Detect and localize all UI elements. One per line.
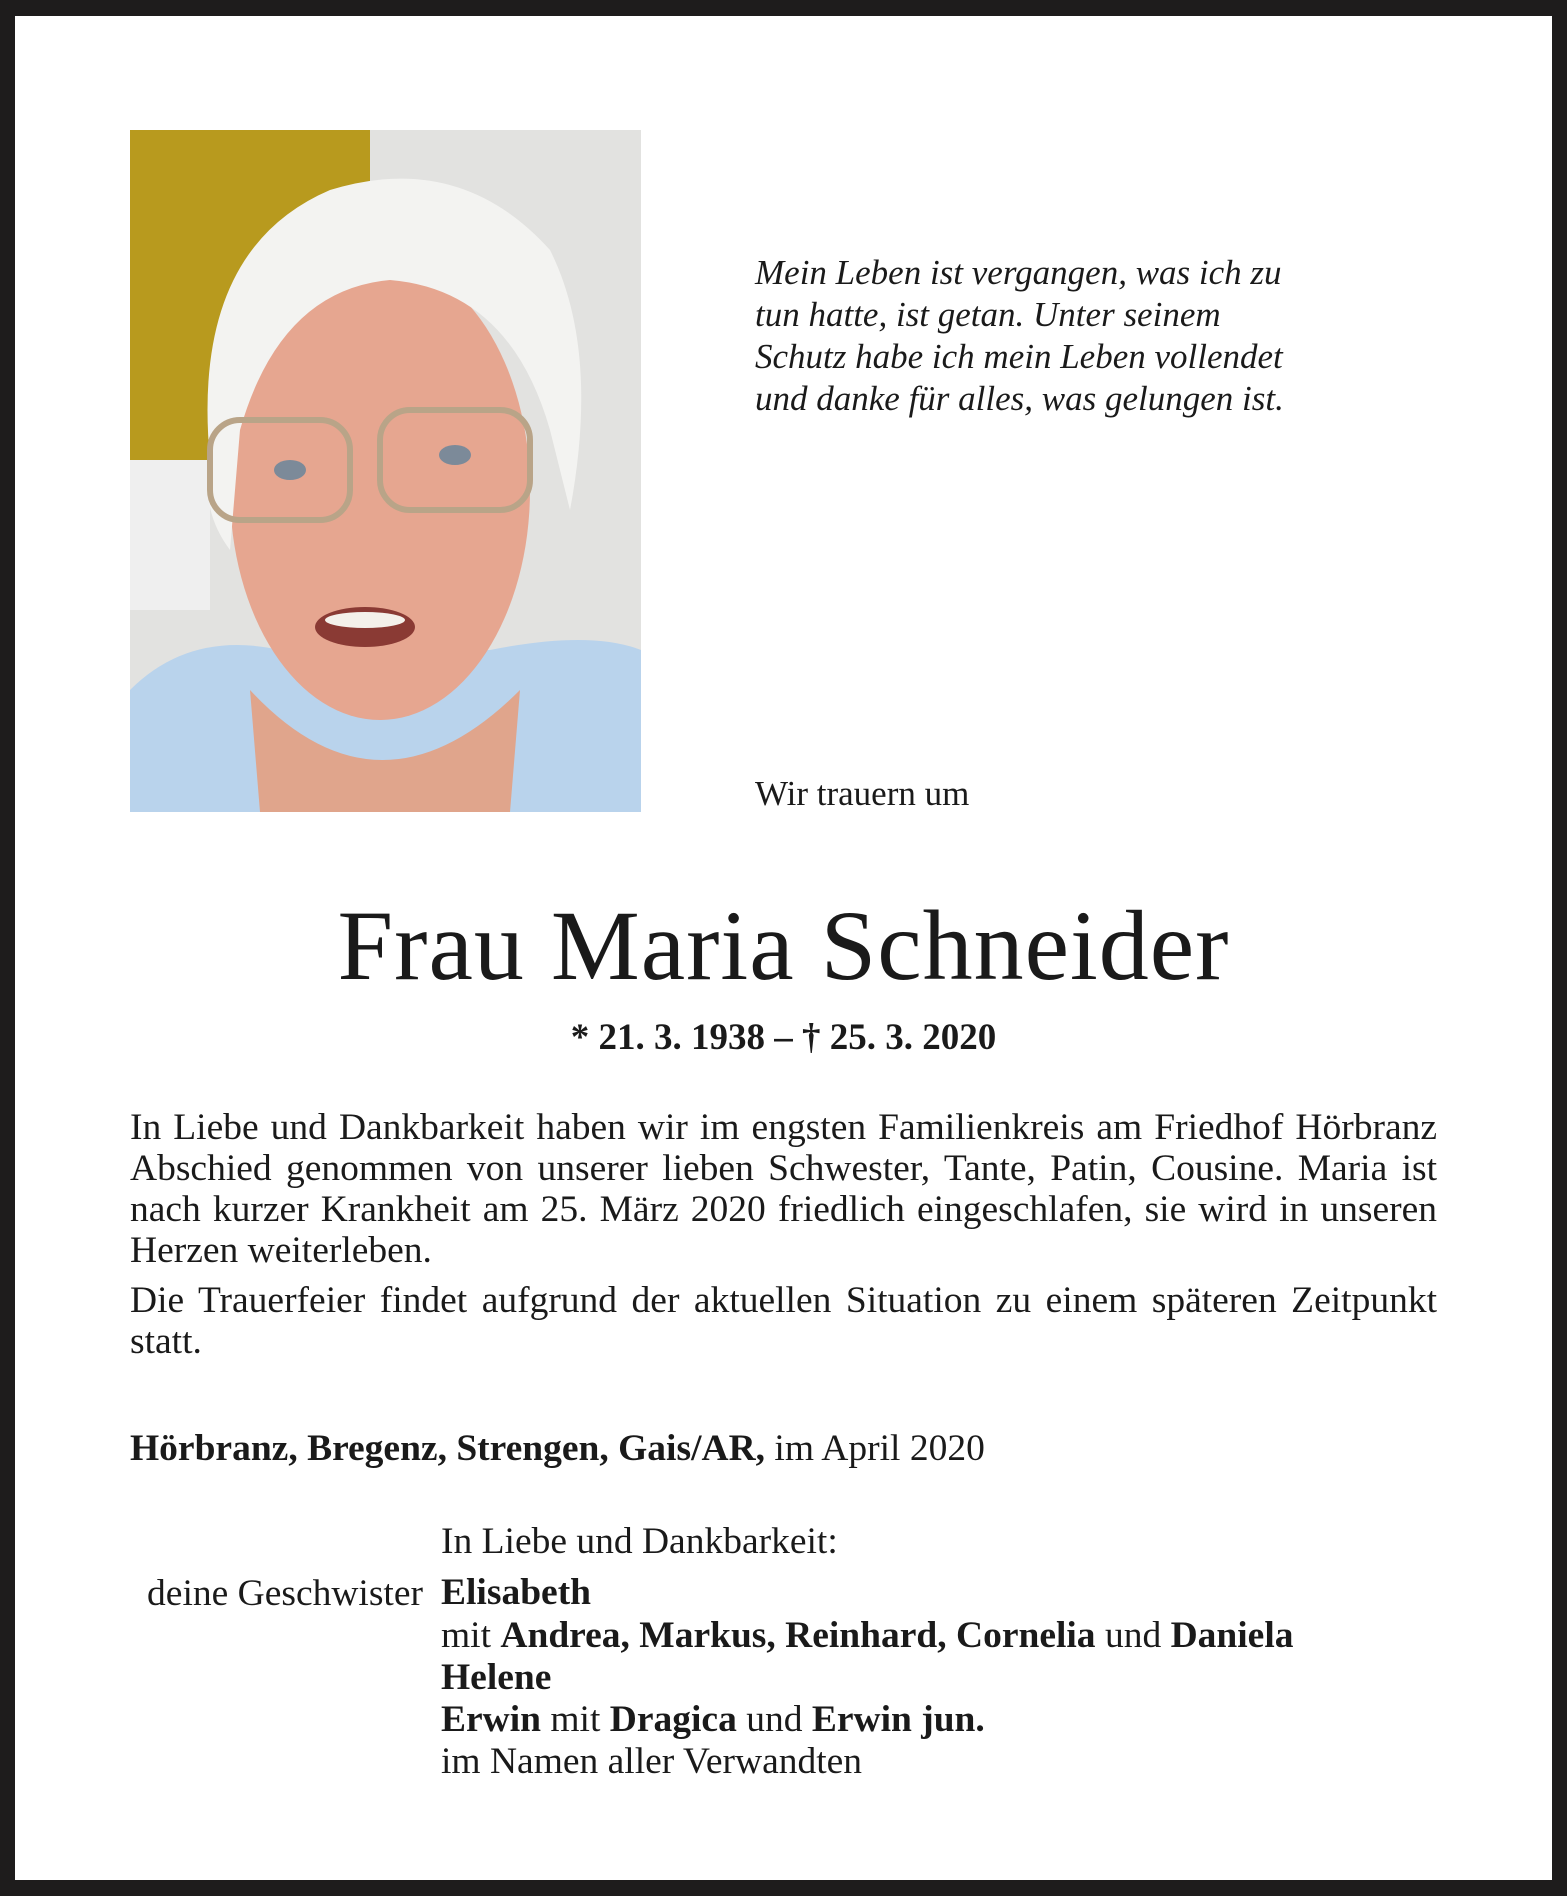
family-heading: In Liebe und Dankbarkeit: [441, 1521, 838, 1562]
family-name: Elisabeth [441, 1572, 592, 1614]
obituary-page [15, 16, 1552, 1880]
connector: mit [541, 1699, 610, 1741]
life-dates: * 21. 3. 1938 – † 25. 3. 2020 [570, 1017, 997, 1058]
family-label: deine Geschwister [147, 1573, 423, 1614]
body-paragraph: In Liebe und Dankbarkeit haben wir im engsten Familienkreis am Friedhof Hörbranz Abschied genommen von unserer lieben Schwester, Tante, Patin, Cousine. Maria ist nach kurzer Krankheit am 25. März 2020 friedlich eingeschlafen, sie wird in unseren Herzen weiterleben. [130, 1107, 1437, 1271]
connector: mit [441, 1614, 501, 1656]
quote-line: tun hatte, ist getan. Unter seinem [755, 295, 1221, 334]
signature-line: im Namen aller Verwandten [441, 1741, 863, 1783]
family-name: Helene [441, 1656, 552, 1698]
family-list [441, 1521, 1293, 1784]
locations: Hörbranz, Bregenz, Strengen, Gais/AR, [130, 1428, 766, 1469]
family-name: Dragica [609, 1699, 737, 1741]
portrait-photo [130, 130, 641, 812]
body-paragraph: Die Trauerfeier findet aufgrund der aktuellen Situation zu einem späteren Zeitpunkt statt. [130, 1280, 1437, 1362]
place-date-line [130, 1427, 985, 1470]
connector: und [1095, 1614, 1171, 1656]
family-name: Daniela [1170, 1614, 1294, 1656]
family-name: Andrea, Markus, Reinhard, Cornelia [500, 1614, 1096, 1656]
intro-text: Wir trauern um [755, 774, 970, 813]
obituary-body [130, 1107, 1437, 1371]
deceased-name: Frau Maria Schneider [337, 890, 1230, 1001]
quote-line: und danke für alles, was gelungen ist. [755, 379, 1284, 418]
family-name: Erwin jun. [811, 1699, 985, 1741]
quote-line: Schutz habe ich mein Leben vollendet [755, 337, 1283, 376]
family-name: Erwin [441, 1699, 542, 1741]
quote-line: Mein Leben ist vergangen, was ich zu [755, 253, 1282, 292]
date: im April 2020 [765, 1428, 985, 1469]
connector: und [736, 1699, 812, 1741]
memorial-quote [755, 252, 1395, 420]
